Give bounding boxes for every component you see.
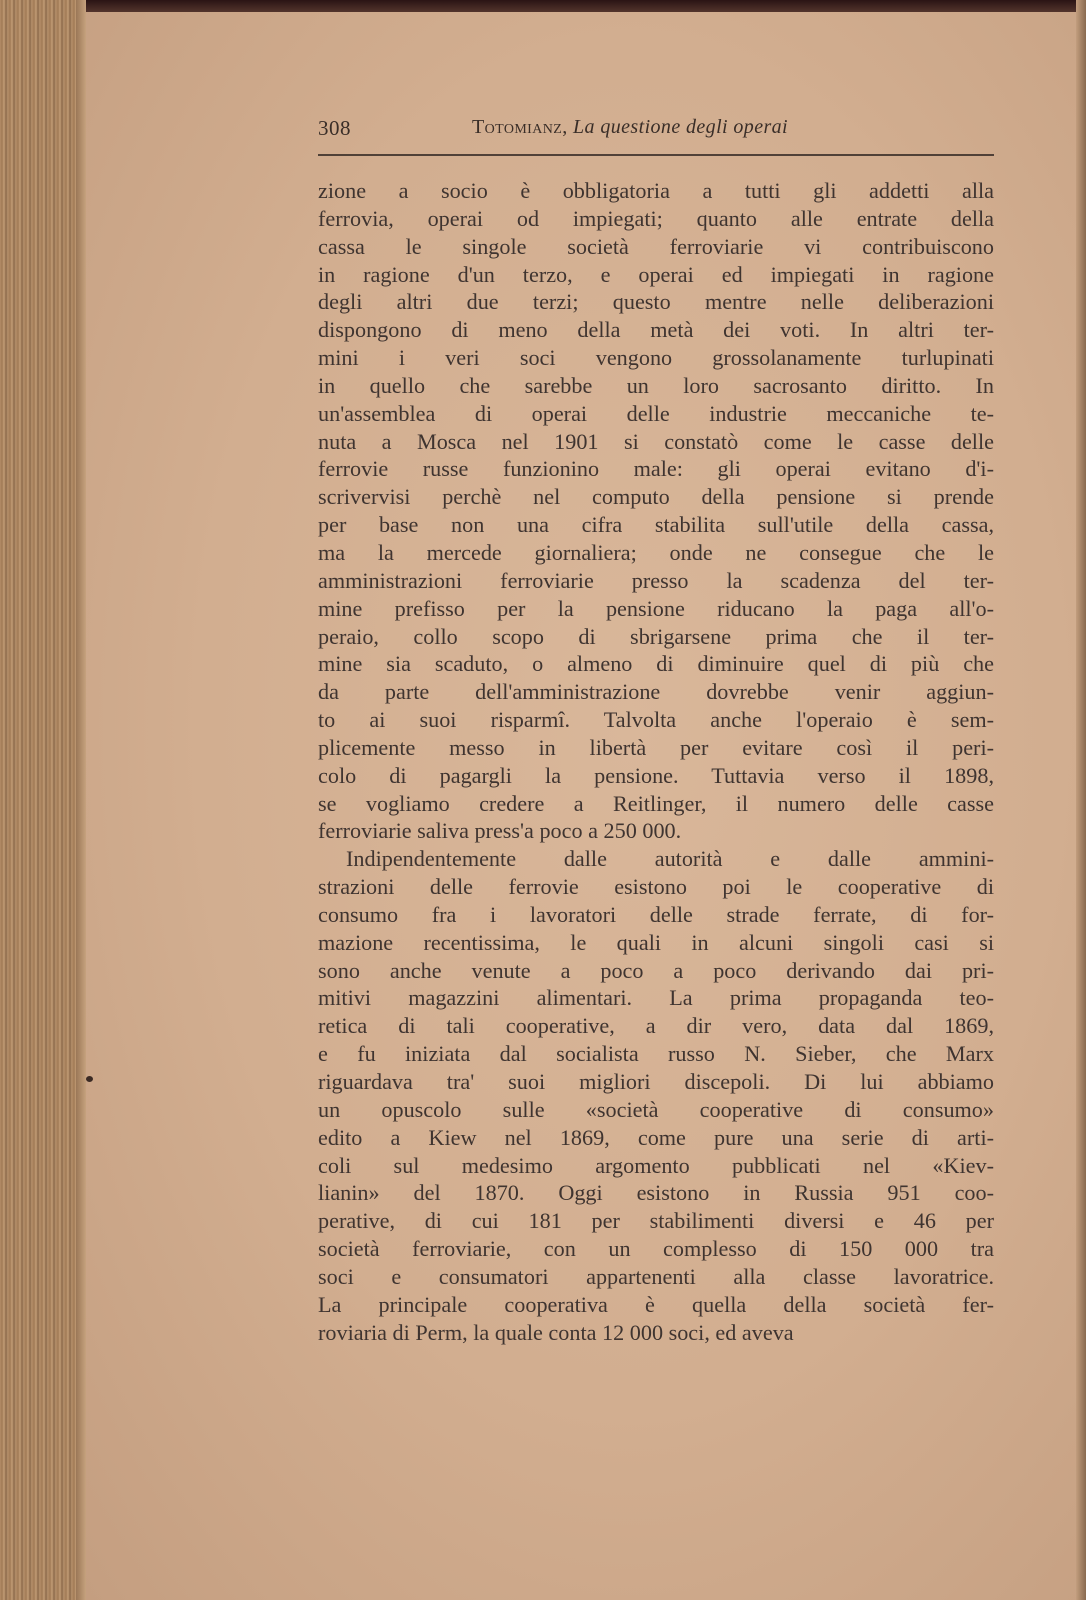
text-line: to ai suoi risparmî. Talvolta anche l'operaio è sem- [318,707,994,733]
running-title [472,116,788,139]
text-line: dispongono di meno della metà dei voti. In altri ter- [318,317,994,343]
text-line: mine prefisso per la pensione riducano la paga all'o- [318,595,994,621]
text-line: nuta a Mosca nel 1901 si constatò come le casse delle [318,428,994,454]
text-line: amministrazioni ferroviarie presso la scadenza del ter- [318,567,994,593]
text-line: strazioni delle ferrovie esistono poi le cooperative di [318,874,994,900]
text-line: un'assemblea di operai delle industrie meccaniche te- [318,400,994,426]
header-rule [318,154,994,156]
text-line: e fu iniziata dal socialista russo N. Sieber, che Marx [318,1041,994,1067]
text-line: zione a socio è obbligatoria a tutti gli addetti alla [318,178,994,203]
text-line: La principale cooperativa è quella della società fer- [318,1291,994,1317]
text-line: se vogliamo credere a Reitlinger, il numero delle casse [318,790,994,816]
text-line: perative, di cui 181 per stabilimenti diversi e 46 per [318,1208,994,1234]
text-line: Indipendentemente dalle autorità e dalle ammini- [346,846,994,872]
text-line: cassa le singole società ferroviarie vi contribuiscono [318,233,994,259]
text-line: degli altri due terzi; questo mentre nelle deliberazioni [318,289,994,315]
text-line: peraio, collo scopo di sbrigarsene prima che il ter- [318,623,994,649]
text-line: mine sia scaduto, o almeno di diminuire quel di più che [318,651,994,677]
running-header [318,110,994,144]
text-line: ferrovie russe funzionino male: gli operai evitano d'i- [318,456,994,482]
text-line: roviaria di Perm, la quale conta 12 000 soci, ed aveva [318,1319,794,1345]
text-line: in ragione d'un terzo, e operai ed impiegati in ragione [318,261,994,287]
text-line: scrivervisi perchè nel computo della pensione si prende [318,484,994,510]
page-number: 308 [318,116,351,140]
text-line: per base non una cifra stabilita sull'utile della cassa, [318,512,994,538]
text-line: retica di tali cooperative, a dir vero, data dal 1869, [318,1013,994,1039]
text-line: coli sul medesimo argomento pubblicati nel «Kiev- [318,1152,994,1178]
text-line: lianin» del 1870. Oggi esistono in Russia 951 coo- [318,1180,994,1206]
text-line: soci e consumatori appartenenti alla classe lavoratrice. [318,1263,994,1289]
text-line: da parte dell'amministrazione dovrebbe venir aggiun- [318,679,994,705]
text-line: ferrovia, operai od impiegati; quanto alle entrate della [318,205,994,231]
running-author: Totomianz, [472,116,568,138]
ink-speck [86,1076,93,1082]
text-line: edito a Kiew nel 1869, come pure una serie di arti- [318,1124,994,1150]
text-line: riguardava tra' suoi migliori discepoli. Di lui abbiamo [318,1069,994,1094]
body-text [318,177,994,1346]
text-line: ferroviarie saliva press'a poco a 250 000. [318,818,682,844]
text-line: mini i veri soci vengono grossolanamente turlupinati [318,345,994,371]
text-line: in quello che sarebbe un loro sacrosanto diritto. In [318,372,994,398]
running-title-italic: La questione degli operai [573,116,789,138]
text-line: ma la mercede giornaliera; onde ne consegue che le [318,539,994,565]
book-right-edge [1076,0,1086,1600]
text-line: sono anche venute a poco a poco derivando dai pri- [318,957,994,983]
text-line: mazione recentissima, le quali in alcuni singoli casi si [318,929,994,955]
text-line: mitivi magazzini alimentari. La prima propaganda teo- [318,985,994,1011]
book-page-stack-edge [0,0,86,1600]
text-line: un opuscolo sulle «società cooperative di consumo» [318,1096,994,1122]
text-line: colo di pagargli la pensione. Tuttavia verso il 1898, [318,762,994,788]
text-line: società ferroviarie, con un complesso di 150 000 tra [318,1236,994,1262]
text-line: consumo fra i lavoratori delle strade ferrate, di for- [318,901,994,927]
text-line: plicemente messo in libertà per evitare così il peri- [318,734,994,760]
